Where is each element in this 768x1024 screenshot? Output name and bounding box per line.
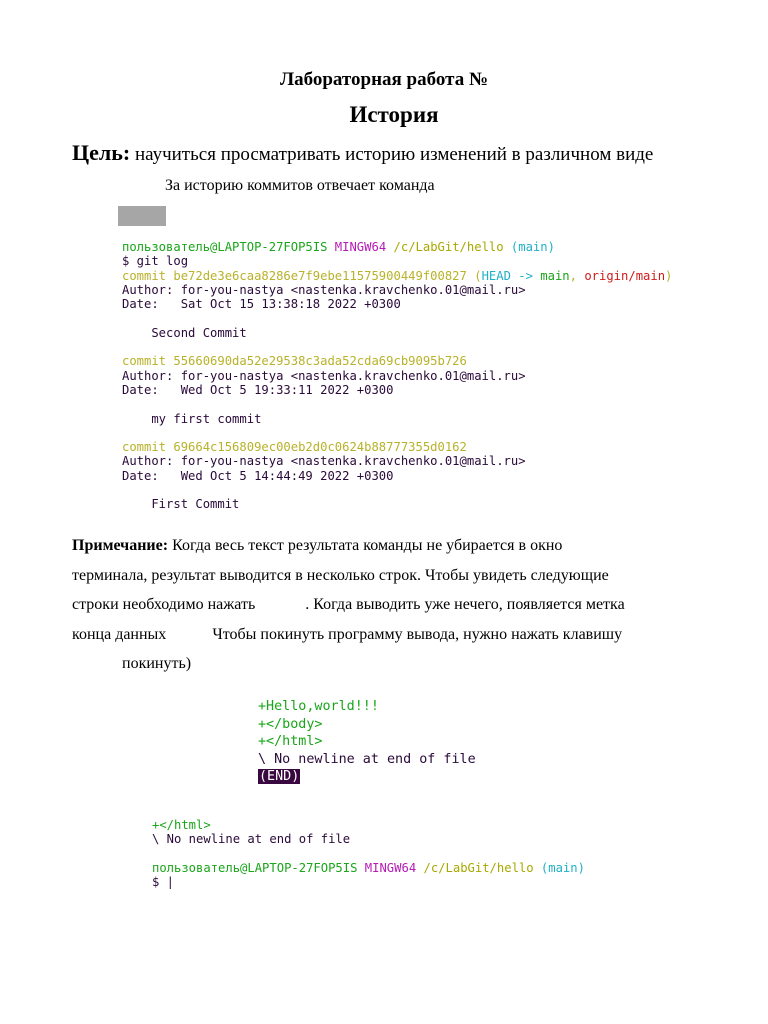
lab-title: Лабораторная работа № [279,69,489,90]
diff-line: +Hello,world!!! [258,699,379,714]
command-line: $ git log [122,254,189,269]
commit-author: Author: for-you-nastya <nastenka.kravchenko.01@mail.ru> [122,368,526,383]
prompt-env: MINGW64 [334,240,387,254]
commit-date: Date: Wed Oct 5 14:44:49 2022 +0300 [122,468,394,483]
note-line-4b: Чтобы покинуть программу вывода, нужно нажать клавишу [212,625,623,643]
commit-hash: commit 69664c156809ec00eb2d0c0624b88777355d0162 [122,440,467,455]
commit-date: Date: Wed Oct 5 19:33:11 2022 +0300 [122,382,394,397]
commit-author: Author: for-you-nastya <nastenka.kravchenko.01@mail.ru> [122,454,526,469]
diff-line: \ No newline at end of file [258,751,476,767]
diff-line: +</body> [258,716,323,732]
goal-label: Цель: [72,140,131,165]
prompt-cursor[interactable]: $ | [152,875,175,890]
note-label: Примечание: [72,537,169,554]
redacted-command-box [118,206,166,226]
ref-arrow: -> [510,268,541,283]
exit-terminal [152,818,585,889]
ref-separator: , [569,268,585,283]
ref-origin: origin/main [584,268,666,283]
prompt-env: MINGW64 [364,860,417,875]
commit-hash: commit be72de3e6caa8286e7f9ebe11575900449f00827 [122,268,467,283]
prompt-branch: (main) [540,860,585,875]
ref-main: main [540,268,570,283]
commit-hash: commit 55660690da52e29538c3ada52cda69cb9095b726 [122,354,467,369]
note-line-3b: . Когда выводить уже нечего, появляется метка [305,596,625,613]
prompt-user: пользователь@LAPTOP-27FOP5IS [122,240,328,254]
section-title: История [349,102,439,127]
prompt-path: /c/LabGit/hello [423,860,534,875]
note-line-5: покинуть) [122,655,192,672]
commit-message: my first commit [122,411,262,426]
diff-line: +</html> [258,734,323,749]
goal-text: научиться просматривать историю изменений в различном виде [130,144,654,165]
diff-line: +</html> [152,818,211,832]
commit-date: Date: Sat Oct 15 13:38:18 2022 +0300 [122,297,401,312]
intro-text: За историю коммитов отвечает команда [165,177,435,194]
note-paragraph [72,531,712,679]
note-line-2: терминала, результат выводится в несколько строк. Чтобы увидеть следующие [72,566,609,584]
ref-head: HEAD [481,268,511,283]
commit-message: Second Commit [122,325,247,340]
goal-line [72,140,653,166]
commit-message: First Commit [122,497,240,512]
prompt-branch: (main) [510,240,555,254]
commit-author: Author: for-you-nastya <nastenka.kravchenko.01@mail.ru> [122,282,526,297]
prompt-user: пользователь@LAPTOP-27FOP5IS [152,860,358,875]
git-log-terminal: пользователь@LAPTOP-27FOP5IS MINGW64 /c/LabGit/hello (main) $ git log commit be72de3e6caa8286e7f9ebe11575900449f00827 (HEAD -> main, origin/main) Author: for-you-nastya <nastenka.kravchenko.01@mail.ru> Date: Sat Oct 15 13:38:18 2022 +0300 Second Commit commit 55660690da52e29538c3ada52cda69cb9095b726 Author: for-you-nastya <nastenka.kravchenko.01@mail.ru> Date: Wed Oct 5 19:33:11 2022 +0300 my first commit commit 69664c156809ec00eb2d0c0624b88777355d0162 Author: for-you-nastya <nastenka.kravchenko.01@mail.ru> Date: Wed Oct 5 14:44:49 2022 +0300 First Commit [122,240,673,512]
diff-pager-terminal [258,698,476,786]
note-line-3a: строки необходимо нажать [72,596,256,613]
note-line-1: Когда весь текст результата команды не убирается в окно [168,537,563,554]
note-line-4a: конца данных [72,625,167,643]
prompt-path: /c/LabGit/hello [393,240,504,254]
diff-line: \ No newline at end of file [152,832,351,847]
end-marker: (END) [259,769,300,784]
